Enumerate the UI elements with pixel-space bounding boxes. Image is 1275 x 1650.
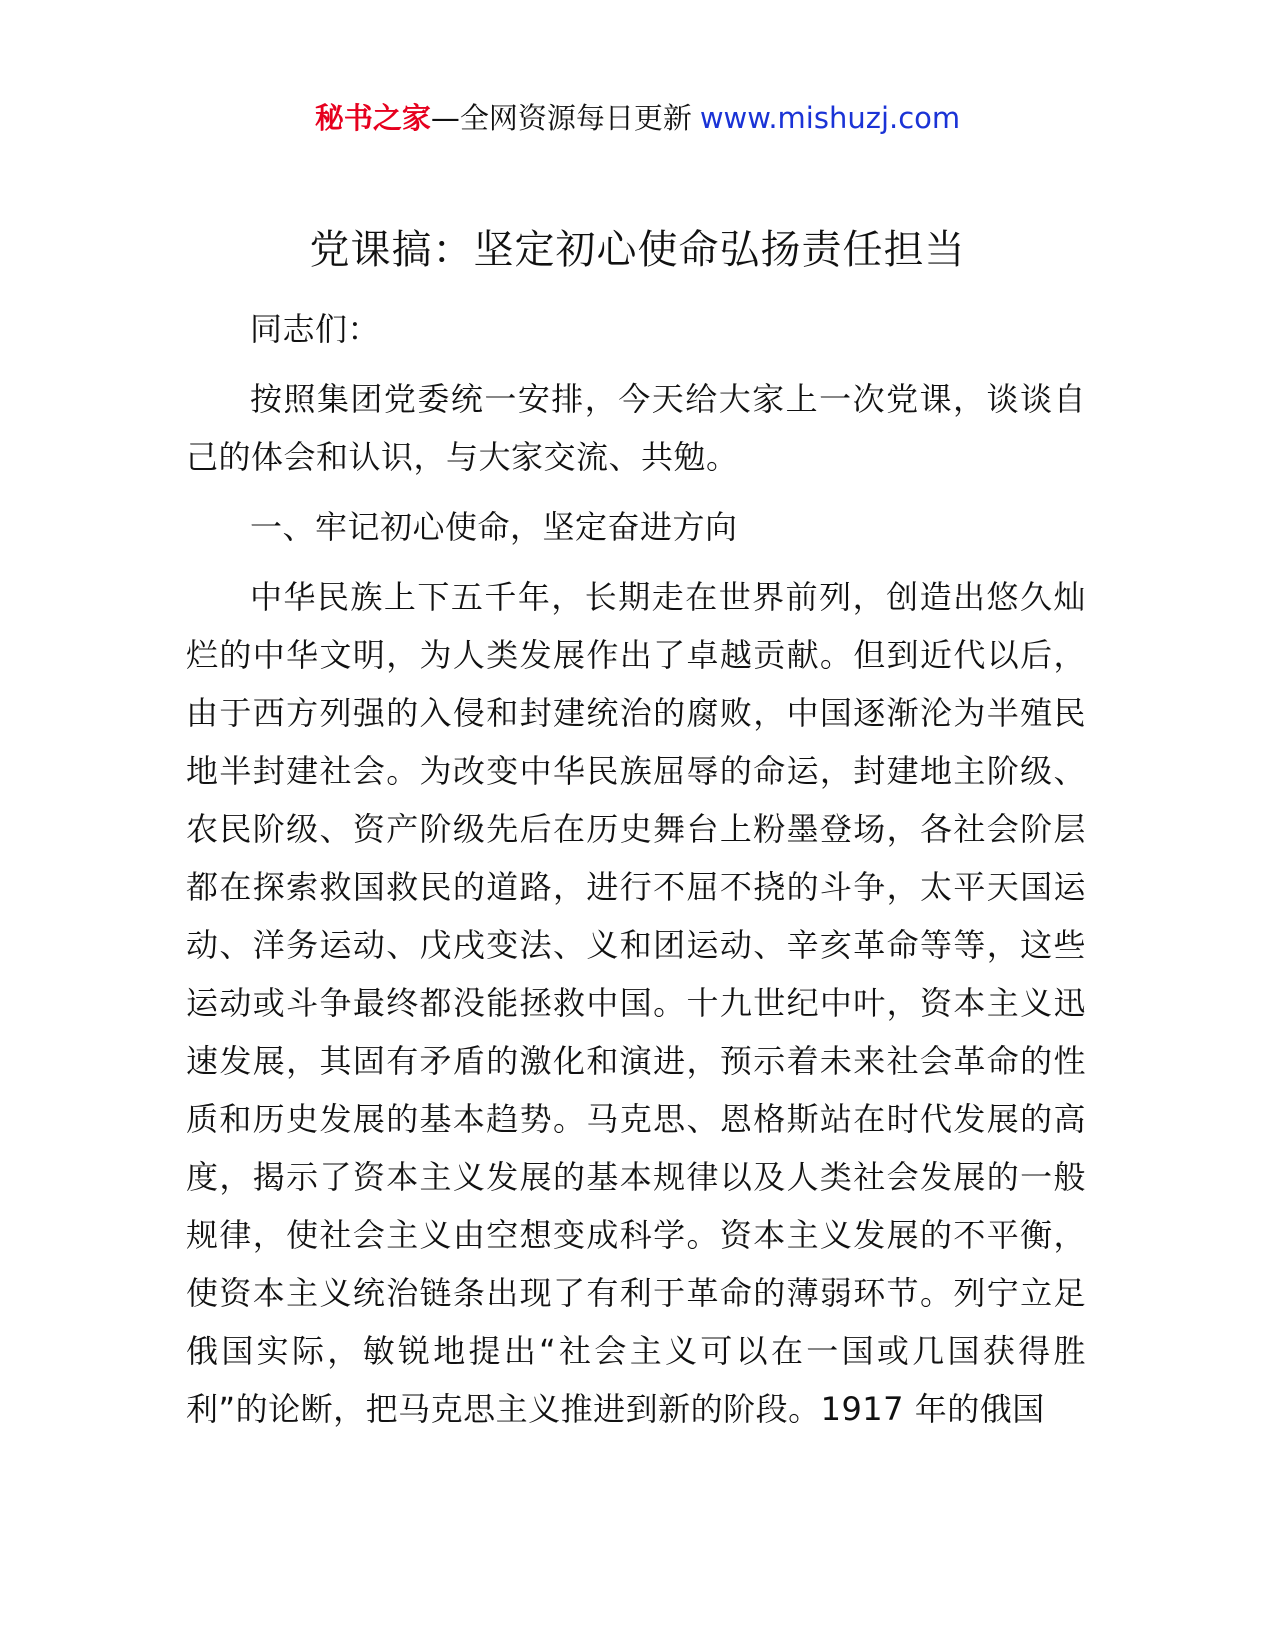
brand-name: 秘书之家 <box>314 101 431 135</box>
document-body <box>186 300 1086 1438</box>
site-header <box>0 98 1275 138</box>
intro-paragraph: 按照集团党委统一安排，今天给大家上一次党课，谈谈自己的体会和认识，与大家交流、共勉。 <box>186 380 1086 476</box>
section-heading: 一、牢记初心使命，坚定奋进方向 <box>250 508 738 546</box>
document-title: 党课搞：坚定初心使命弘扬责任担当 <box>309 227 966 273</box>
salutation: 同志们： <box>250 310 381 348</box>
site-url-link[interactable]: www.mishuzj.com <box>699 101 961 135</box>
header-tagline: —全网资源每日更新 <box>430 101 692 135</box>
body-paragraph: 中华民族上下五千年，长期走在世界前列，创造出悠久灿烂的中华文明，为人类发展作出了卓越贡献。但到近代以后，由于西方列强的入侵和封建统治的腐败，中国逐渐沦为半殖民地半封建社会。为改变中华民族屈辱的命运，封建地主阶级、农民阶级、资产阶级先后在历史舞台上粉墨登场，各社会阶层都在探索救国救民的道路，进行不屈不挠的斗争，太平天国运动、洋务运动、戊戌变法、义和团运动、辛亥革命等等，这些运动或斗争最终都没能拯救中国。十九世纪中叶，资本主义迅速发展，其固有矛盾的激化和演进，预示着未来社会革命的性质和历史发展的基本趋势。马克思、恩格斯站在时代发展的高度，揭示了资本主义发展的基本规律以及人类社会发展的一般规律，使社会主义由空想变成科学。资本主义发展的不平衡，使资本主义统治链条出现了有利于革命的薄弱环节。列宁立足俄国实际，敏锐地提出“社会主义可以在一国或几国获得胜利”的论断，把马克思主义推进到新的阶段。1917 年的俄国 <box>186 578 1086 1428</box>
